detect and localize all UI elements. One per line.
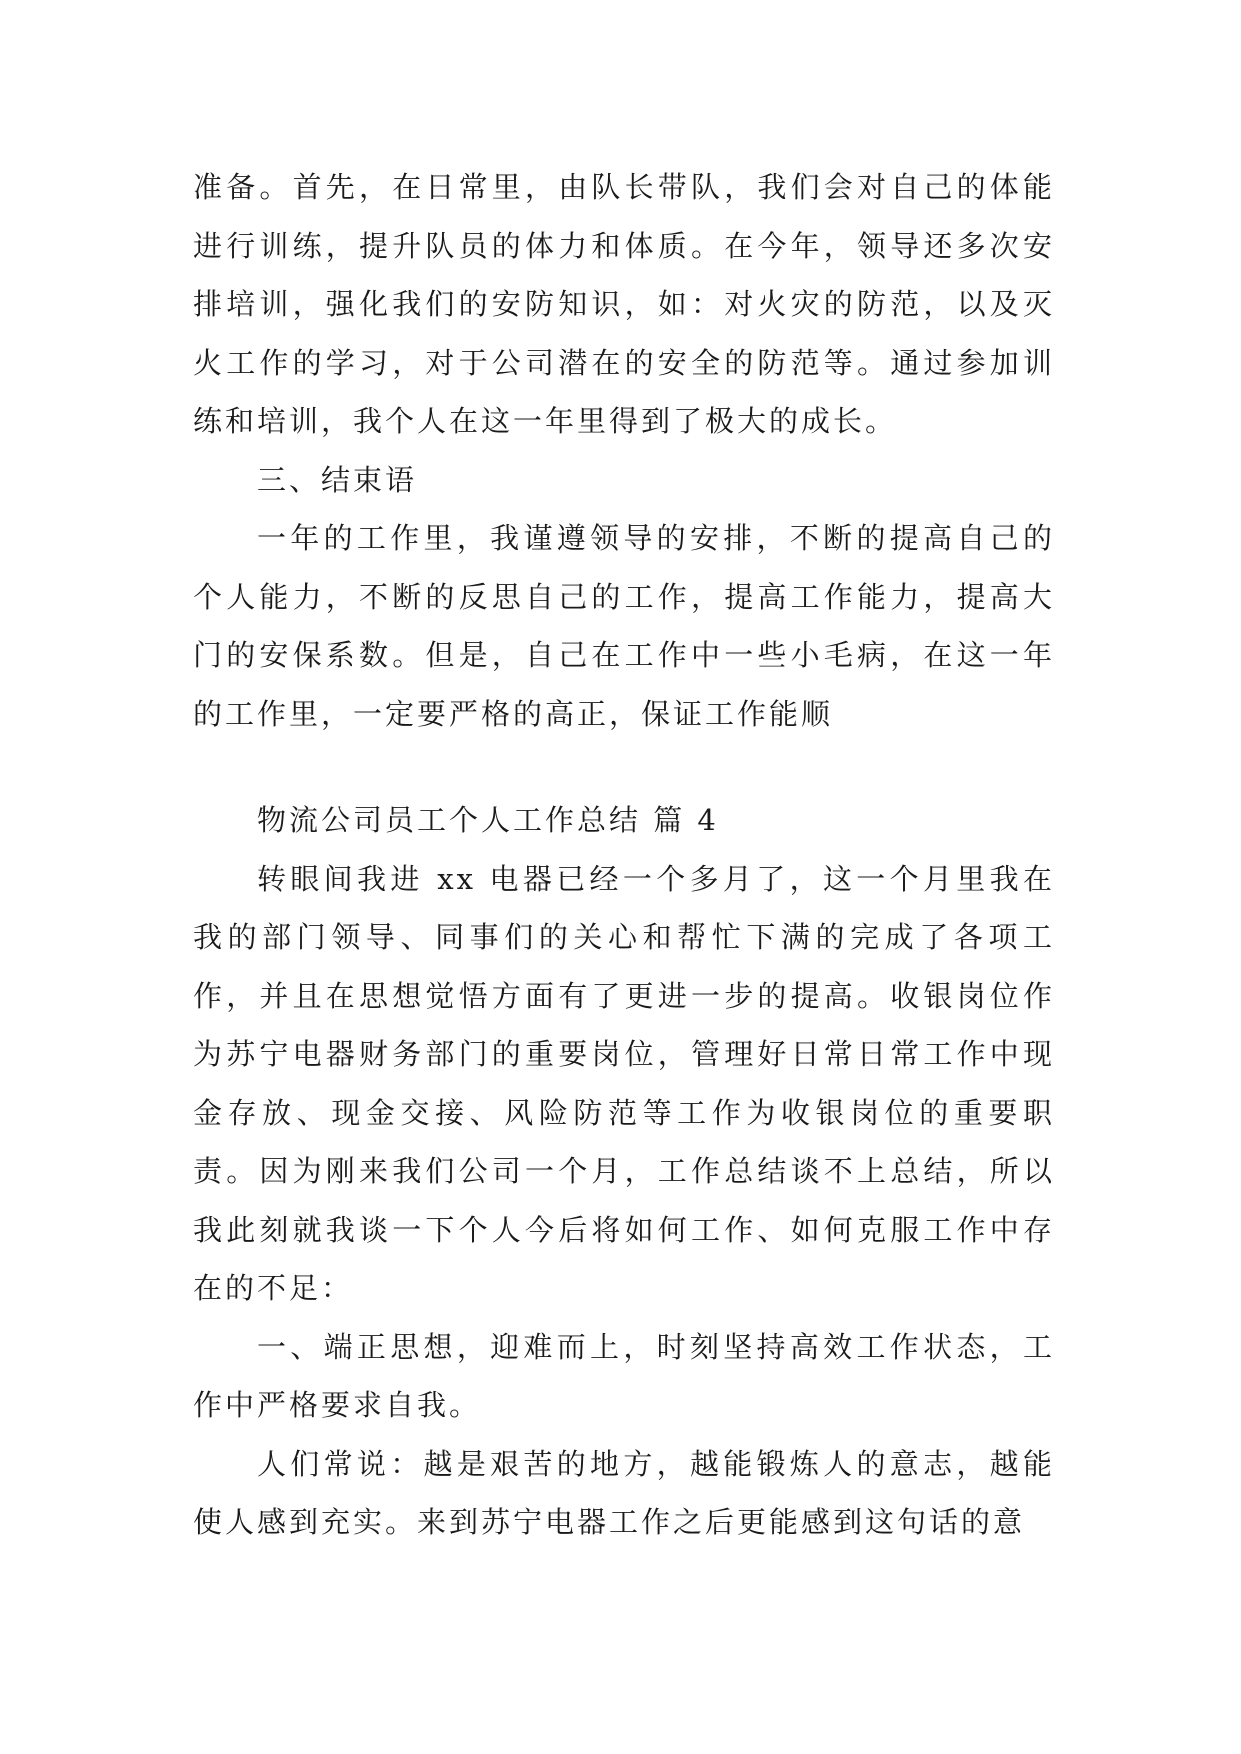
closing-paragraph: 一年的工作里，我谨遵领导的安排，不断的提高自己的个人能力，不断的反思自己的工作，提高工作能力，提高大门的安保系数。但是，自己在工作中一些小毛病，在这一年的工作里，一定要严格的高正，保证工作能顺	[193, 521, 1055, 731]
saying-paragraph: 人们常说：越是艰苦的地方，越能锻炼人的意志，越能使人感到充实。来到苏宁电器工作之后更能感到这句话的意	[193, 1446, 1055, 1539]
intro-paragraph: 转眼间我进 xx 电器已经一个多月了，这一个月里我在我的部门领导、同事们的关心和帮忙下满的完成了各项工作，并且在思想觉悟方面有了更进一步的提高。收银岗位作为苏宁电器财务部门的重要岗位，管理好日常日常工作中现金存放、现金交接、风险防范等工作为收银岗位的重要职责。因为刚来我们公司一个月，工作总结谈不上总结，所以我此刻就我谈一下个人今后将如何工作、如何克服工作中存在的不足：	[193, 861, 1055, 1305]
article-title: 物流公司员工个人工作总结 篇 4	[257, 803, 719, 837]
article-section	[193, 791, 1055, 1552]
previous-article-section	[193, 158, 1055, 743]
section-heading: 三、结束语	[257, 462, 418, 497]
point-one: 一、端正思想，迎难而上，时刻坚持高效工作状态，工作中严格要求自我。	[193, 1329, 1055, 1422]
continued-paragraph: 准备。首先，在日常里，由队长带队，我们会对自己的体能进行训练，提升队员的体力和体质。在今年，领导还多次安排培训，强化我们的安防知识，如：对火灾的防范，以及灭火工作的学习，对于公司潜在的安全的防范等。通过参加训练和培训，我个人在这一年里得到了极大的成长。	[193, 170, 1055, 438]
